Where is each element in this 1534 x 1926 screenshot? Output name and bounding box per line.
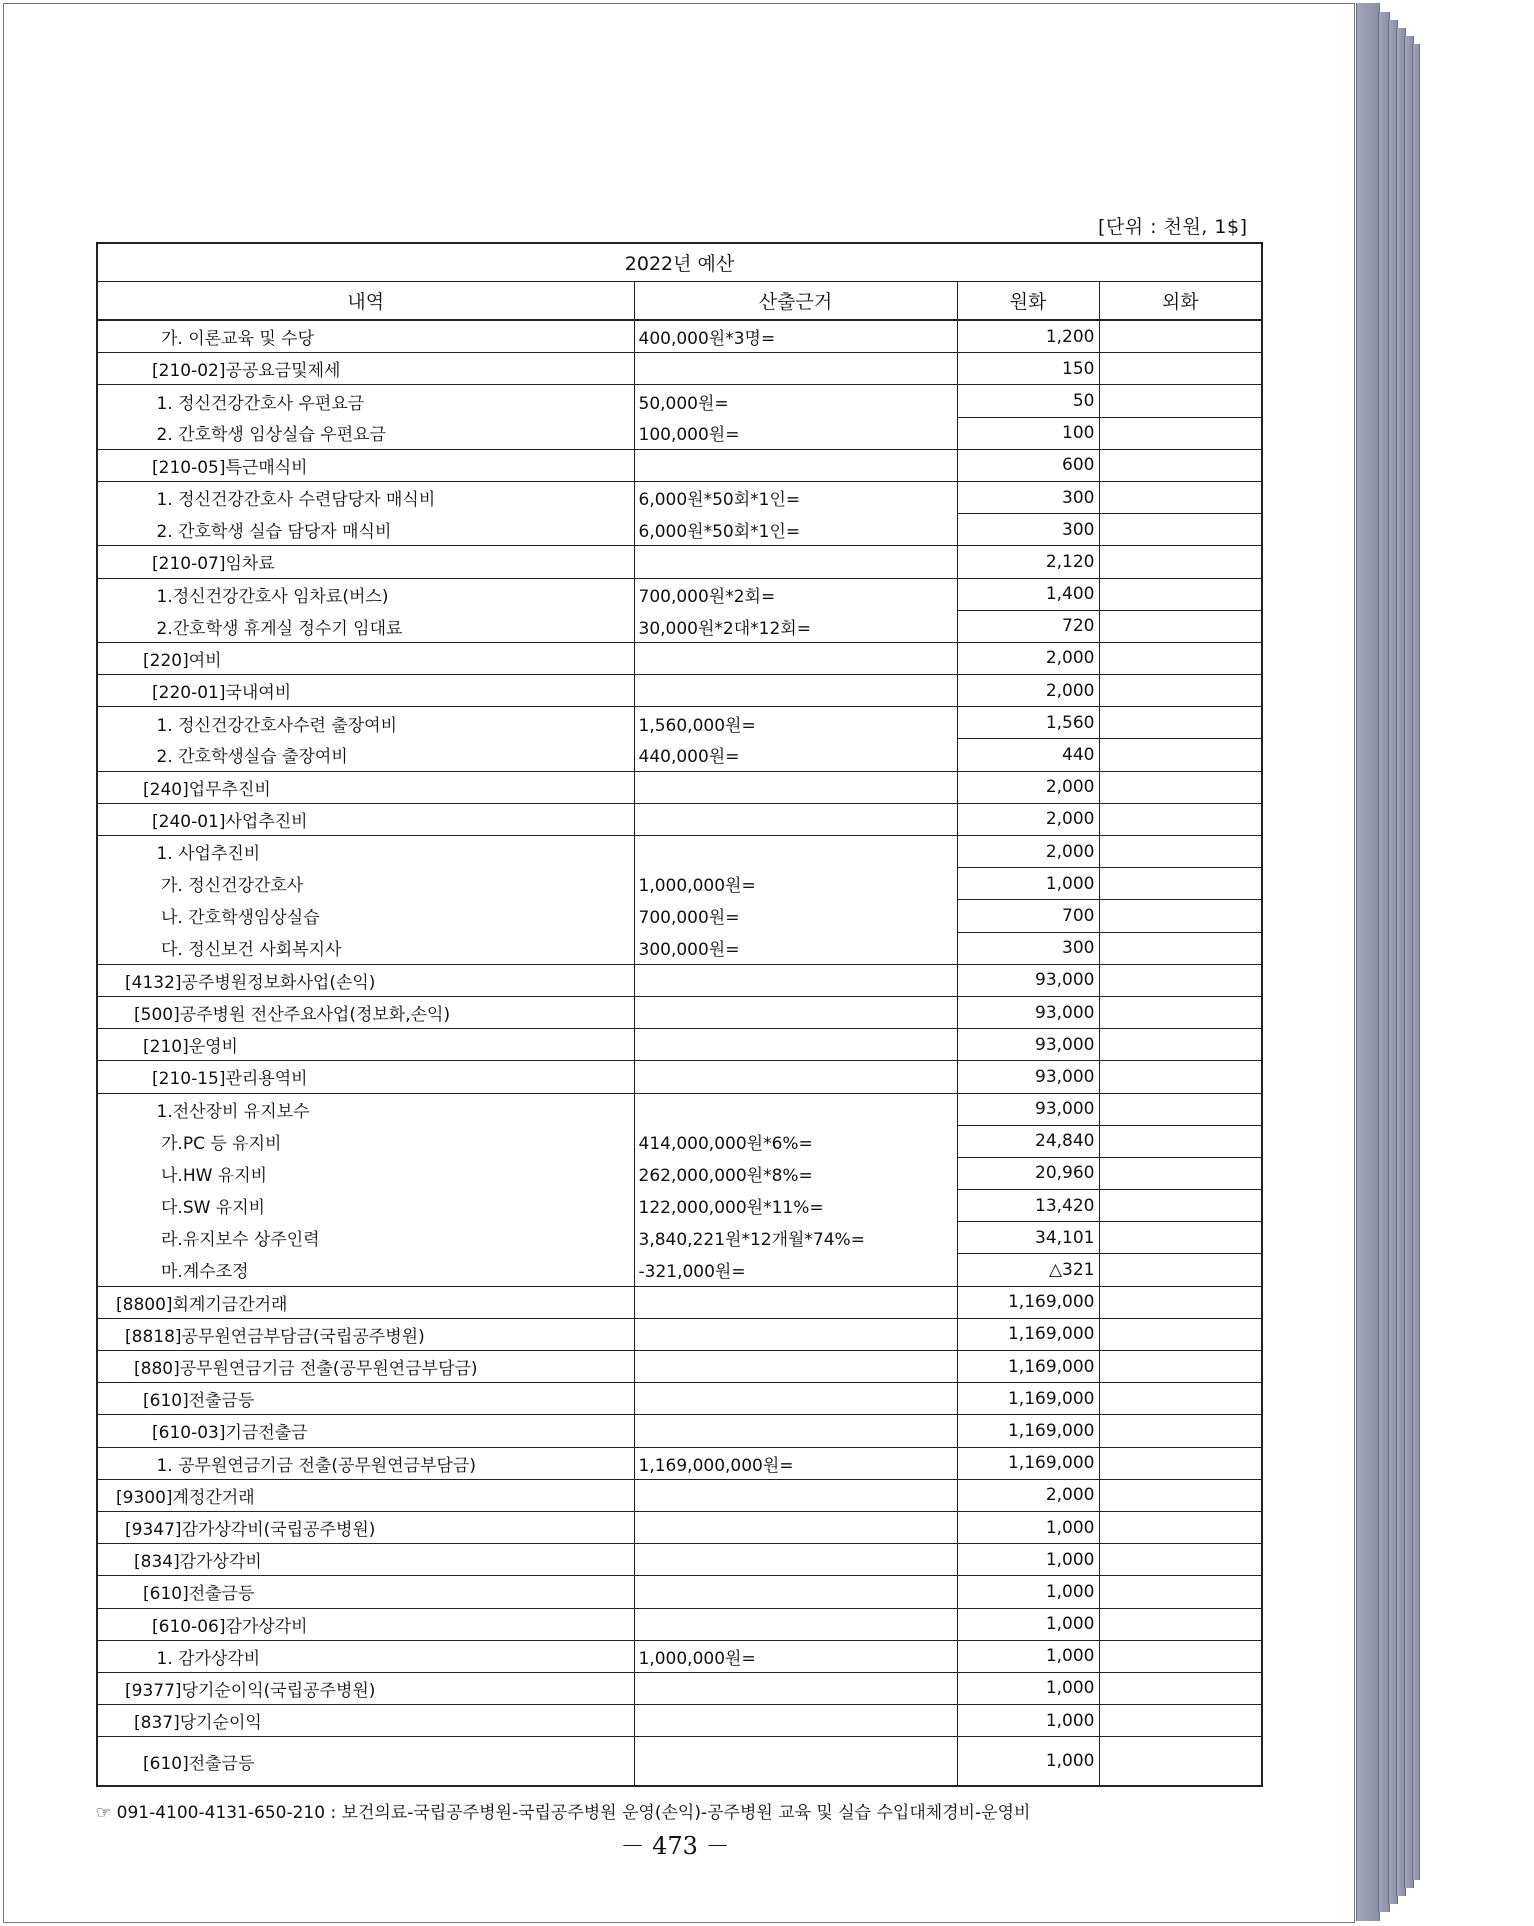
row-foreign — [1099, 836, 1262, 868]
table-row — [97, 1222, 1262, 1254]
row-won: 93,000 — [957, 1093, 1099, 1125]
row-foreign — [1099, 675, 1262, 707]
row-won: 93,000 — [957, 1061, 1099, 1093]
row-won: 2,120 — [957, 546, 1099, 578]
table-row — [97, 449, 1262, 481]
row-foreign — [1099, 578, 1262, 610]
row-item: 2. 간호학생실습 출장여비 — [97, 739, 634, 771]
row-basis: 440,000원= — [634, 739, 957, 771]
row-won: 1,000 — [957, 1608, 1099, 1640]
row-won: 2,000 — [957, 803, 1099, 835]
row-won: 1,169,000 — [957, 1383, 1099, 1415]
table-row — [97, 1286, 1262, 1318]
row-basis — [634, 1672, 957, 1704]
row-foreign — [1099, 739, 1262, 771]
row-basis — [634, 996, 957, 1028]
row-basis — [634, 1093, 957, 1125]
row-foreign — [1099, 1608, 1262, 1640]
row-won: 1,000 — [957, 1737, 1099, 1787]
row-won: 50 — [957, 385, 1099, 417]
row-won: 1,169,000 — [957, 1351, 1099, 1383]
col-header-won: 원화 — [957, 282, 1099, 321]
row-item: [220-01]국내여비 — [97, 675, 634, 707]
row-item: [9347]감가상각비(국립공주병원) — [97, 1511, 634, 1543]
row-foreign — [1099, 1190, 1262, 1222]
row-item: [500]공주병원 전산주요사업(정보화,손익) — [97, 996, 634, 1028]
row-won: 2,000 — [957, 642, 1099, 674]
row-foreign — [1099, 1511, 1262, 1543]
row-won: 440 — [957, 739, 1099, 771]
row-item: [210-07]임차료 — [97, 546, 634, 578]
table-row — [97, 417, 1262, 449]
row-basis: 122,000,000원*11%= — [634, 1190, 957, 1222]
row-won: 2,000 — [957, 675, 1099, 707]
row-won: 1,000 — [957, 1640, 1099, 1672]
row-basis — [634, 1415, 957, 1447]
row-won: 2,000 — [957, 1479, 1099, 1511]
row-foreign — [1099, 1318, 1262, 1350]
row-foreign — [1099, 932, 1262, 964]
row-won: 1,400 — [957, 578, 1099, 610]
row-won: 1,000 — [957, 1705, 1099, 1737]
row-item: 1. 정신건강간호사 우편요금 — [97, 385, 634, 417]
table-row — [97, 675, 1262, 707]
row-basis — [634, 1737, 957, 1787]
table-row — [97, 1415, 1262, 1447]
table-row — [97, 1479, 1262, 1511]
row-basis: 100,000원= — [634, 417, 957, 449]
row-item: [240]업무추진비 — [97, 771, 634, 803]
row-basis: 6,000원*50회*1인= — [634, 514, 957, 546]
row-basis — [634, 675, 957, 707]
row-item: [880]공무원연금기금 전출(공무원연금부담금) — [97, 1351, 634, 1383]
row-item: [610-03]기금전출금 — [97, 1415, 634, 1447]
row-item: 나.HW 유지비 — [97, 1157, 634, 1189]
footnote: ☞ 091-4100-4131-650-210 : 보건의료-국립공주병원-국립공주병원 운영(손익)-공주병원 교육 및 실습 수입대체경비-운영비 — [96, 1803, 1031, 1823]
row-won: 150 — [957, 353, 1099, 385]
row-basis — [634, 1544, 957, 1576]
table-row — [97, 642, 1262, 674]
table-row — [97, 481, 1262, 513]
row-basis: 1,560,000원= — [634, 707, 957, 739]
row-item: [240-01]사업추진비 — [97, 803, 634, 835]
table-row — [97, 1737, 1262, 1787]
row-foreign — [1099, 1093, 1262, 1125]
row-item: [9300]계정간거래 — [97, 1479, 634, 1511]
row-foreign — [1099, 1576, 1262, 1608]
table-row — [97, 1576, 1262, 1608]
page-stack-edge — [1412, 44, 1420, 1880]
row-basis — [634, 1608, 957, 1640]
row-foreign — [1099, 1222, 1262, 1254]
table-row — [97, 996, 1262, 1028]
row-foreign — [1099, 900, 1262, 932]
table-row — [97, 1157, 1262, 1189]
row-item: [210-02]공공요금및제세 — [97, 353, 634, 385]
page-number: － 473 － — [620, 1832, 730, 1860]
table-row — [97, 320, 1262, 353]
row-won: 1,000 — [957, 1544, 1099, 1576]
table-row — [97, 1318, 1262, 1350]
row-basis — [634, 771, 957, 803]
row-basis: 3,840,221원*12개월*74%= — [634, 1222, 957, 1254]
row-item: 1. 정신건강간호사 수련담당자 매식비 — [97, 481, 634, 513]
row-basis: 1,000,000원= — [634, 1640, 957, 1672]
row-won: △321 — [957, 1254, 1099, 1286]
row-won: 1,169,000 — [957, 1286, 1099, 1318]
row-basis: 262,000,000원*8%= — [634, 1157, 957, 1189]
row-won: 93,000 — [957, 1029, 1099, 1061]
row-foreign — [1099, 385, 1262, 417]
row-item: 가. 정신건강간호사 — [97, 868, 634, 900]
row-item: [8800]회계기금간거래 — [97, 1286, 634, 1318]
row-won: 1,000 — [957, 1672, 1099, 1704]
row-basis: 30,000원*2대*12회= — [634, 610, 957, 642]
row-item: [8818]공무원연금부담금(국립공주병원) — [97, 1318, 634, 1350]
row-basis — [634, 1029, 957, 1061]
table-row — [97, 546, 1262, 578]
row-foreign — [1099, 449, 1262, 481]
row-foreign — [1099, 417, 1262, 449]
row-basis: 400,000원*3명= — [634, 320, 957, 353]
row-basis — [634, 1576, 957, 1608]
row-foreign — [1099, 1447, 1262, 1479]
row-item: 2.간호학생 휴게실 정수기 임대료 — [97, 610, 634, 642]
row-won: 700 — [957, 900, 1099, 932]
row-foreign — [1099, 1737, 1262, 1787]
row-basis — [634, 353, 957, 385]
table-row — [97, 1511, 1262, 1543]
row-foreign — [1099, 320, 1262, 353]
row-item: [610]전출금등 — [97, 1576, 634, 1608]
row-foreign — [1099, 1415, 1262, 1447]
table-row — [97, 1705, 1262, 1737]
row-won: 1,000 — [957, 1511, 1099, 1543]
row-item: 1.정신건강간호사 임차료(버스) — [97, 578, 634, 610]
table-row — [97, 353, 1262, 385]
row-won: 300 — [957, 514, 1099, 546]
row-won: 1,200 — [957, 320, 1099, 353]
table-row — [97, 1125, 1262, 1157]
row-foreign — [1099, 1383, 1262, 1415]
row-foreign — [1099, 1061, 1262, 1093]
row-item: 1. 사업추진비 — [97, 836, 634, 868]
row-won: 300 — [957, 932, 1099, 964]
table-row — [97, 1608, 1262, 1640]
row-won: 1,000 — [957, 1576, 1099, 1608]
row-won: 1,169,000 — [957, 1415, 1099, 1447]
row-item: 마.계수조정 — [97, 1254, 634, 1286]
row-foreign — [1099, 964, 1262, 996]
table-row — [97, 836, 1262, 868]
row-won: 720 — [957, 610, 1099, 642]
row-won: 2,000 — [957, 836, 1099, 868]
row-foreign — [1099, 642, 1262, 674]
table-row — [97, 803, 1262, 835]
row-basis: 300,000원= — [634, 932, 957, 964]
row-foreign — [1099, 1640, 1262, 1672]
row-item: [210-15]관리용역비 — [97, 1061, 634, 1093]
row-basis: 414,000,000원*6%= — [634, 1125, 957, 1157]
row-item: [9377]당기순이익(국립공주병원) — [97, 1672, 634, 1704]
table-row — [97, 932, 1262, 964]
row-basis — [634, 546, 957, 578]
row-won: 34,101 — [957, 1222, 1099, 1254]
row-won: 1,000 — [957, 868, 1099, 900]
row-foreign — [1099, 1286, 1262, 1318]
row-won: 1,560 — [957, 707, 1099, 739]
table-row — [97, 900, 1262, 932]
table-row — [97, 1383, 1262, 1415]
col-header-foreign: 외화 — [1099, 282, 1262, 321]
row-won: 93,000 — [957, 996, 1099, 1028]
table-row — [97, 868, 1262, 900]
row-foreign — [1099, 353, 1262, 385]
table-row — [97, 1093, 1262, 1125]
row-basis — [634, 642, 957, 674]
row-foreign — [1099, 481, 1262, 513]
row-foreign — [1099, 771, 1262, 803]
row-foreign — [1099, 803, 1262, 835]
row-won: 2,000 — [957, 771, 1099, 803]
row-basis — [634, 1061, 957, 1093]
col-header-basis: 산출근거 — [634, 282, 957, 321]
row-foreign — [1099, 996, 1262, 1028]
row-foreign — [1099, 868, 1262, 900]
row-item: 나. 간호학생임상실습 — [97, 900, 634, 932]
row-basis: 6,000원*50회*1인= — [634, 481, 957, 513]
row-foreign — [1099, 1254, 1262, 1286]
row-item: [610]전출금등 — [97, 1737, 634, 1787]
row-foreign — [1099, 1705, 1262, 1737]
row-item: 다. 정신보건 사회복지사 — [97, 932, 634, 964]
row-foreign — [1099, 1672, 1262, 1704]
row-won: 13,420 — [957, 1190, 1099, 1222]
row-foreign — [1099, 707, 1262, 739]
row-foreign — [1099, 1157, 1262, 1189]
row-won: 93,000 — [957, 964, 1099, 996]
table-row — [97, 514, 1262, 546]
row-basis — [634, 1479, 957, 1511]
row-basis: 700,000원= — [634, 900, 957, 932]
page-stack-edge — [1356, 3, 1380, 1921]
table-row — [97, 1544, 1262, 1576]
row-item: [210-05]특근매식비 — [97, 449, 634, 481]
table-row — [97, 1640, 1262, 1672]
table-row — [97, 1029, 1262, 1061]
row-item: 1. 공무원연금기금 전출(공무원연금부담금) — [97, 1447, 634, 1479]
table-row — [97, 1351, 1262, 1383]
row-foreign — [1099, 1479, 1262, 1511]
row-won: 24,840 — [957, 1125, 1099, 1157]
row-basis: 50,000원= — [634, 385, 957, 417]
row-foreign — [1099, 1125, 1262, 1157]
table-row — [97, 1672, 1262, 1704]
row-item: 2. 간호학생 임상실습 우편요금 — [97, 417, 634, 449]
row-item: 가.PC 등 유지비 — [97, 1125, 634, 1157]
row-basis: 1,169,000,000원= — [634, 1447, 957, 1479]
row-item: 1. 정신건강간호사수련 출장여비 — [97, 707, 634, 739]
row-item: 1. 감가상각비 — [97, 1640, 634, 1672]
row-foreign — [1099, 1544, 1262, 1576]
table-row — [97, 771, 1262, 803]
row-item: [834]감가상각비 — [97, 1544, 634, 1576]
year-header: 2022년 예산 — [97, 243, 1262, 282]
table-row — [97, 578, 1262, 610]
row-item: [220]여비 — [97, 642, 634, 674]
row-item: [4132]공주병원정보화사업(손익) — [97, 964, 634, 996]
row-basis — [634, 803, 957, 835]
row-foreign — [1099, 1351, 1262, 1383]
row-item: 가. 이론교육 및 수당 — [97, 320, 634, 353]
row-basis — [634, 1383, 957, 1415]
row-item: 2. 간호학생 실습 담당자 매식비 — [97, 514, 634, 546]
budget-table — [96, 242, 1263, 1787]
table-row — [97, 707, 1262, 739]
row-item: [837]당기순이익 — [97, 1705, 634, 1737]
row-won: 300 — [957, 481, 1099, 513]
row-basis — [634, 1705, 957, 1737]
row-basis — [634, 836, 957, 868]
row-won: 1,169,000 — [957, 1318, 1099, 1350]
row-basis — [634, 449, 957, 481]
table-row — [97, 1447, 1262, 1479]
row-foreign — [1099, 546, 1262, 578]
row-won: 1,169,000 — [957, 1447, 1099, 1479]
row-foreign — [1099, 514, 1262, 546]
table-row — [97, 964, 1262, 996]
table-row — [97, 1061, 1262, 1093]
row-won: 100 — [957, 417, 1099, 449]
unit-label: [단위 : 천원, 1$] — [1098, 216, 1248, 238]
row-basis — [634, 964, 957, 996]
row-foreign — [1099, 1029, 1262, 1061]
row-basis: 700,000원*2회= — [634, 578, 957, 610]
row-item: 1.전산장비 유지보수 — [97, 1093, 634, 1125]
row-basis — [634, 1351, 957, 1383]
table-row — [97, 1190, 1262, 1222]
col-header-item: 내역 — [97, 282, 634, 321]
row-basis: 1,000,000원= — [634, 868, 957, 900]
row-won: 600 — [957, 449, 1099, 481]
row-won: 20,960 — [957, 1157, 1099, 1189]
row-item: [610-06]감가상각비 — [97, 1608, 634, 1640]
row-foreign — [1099, 610, 1262, 642]
row-basis — [634, 1511, 957, 1543]
table-row — [97, 610, 1262, 642]
table-row — [97, 739, 1262, 771]
row-item: [210]운영비 — [97, 1029, 634, 1061]
table-row — [97, 385, 1262, 417]
table-row — [97, 1254, 1262, 1286]
row-item: [610]전출금등 — [97, 1383, 634, 1415]
row-item: 라.유지보수 상주인력 — [97, 1222, 634, 1254]
row-basis: -321,000원= — [634, 1254, 957, 1286]
row-item: 다.SW 유지비 — [97, 1190, 634, 1222]
row-basis — [634, 1318, 957, 1350]
row-basis — [634, 1286, 957, 1318]
